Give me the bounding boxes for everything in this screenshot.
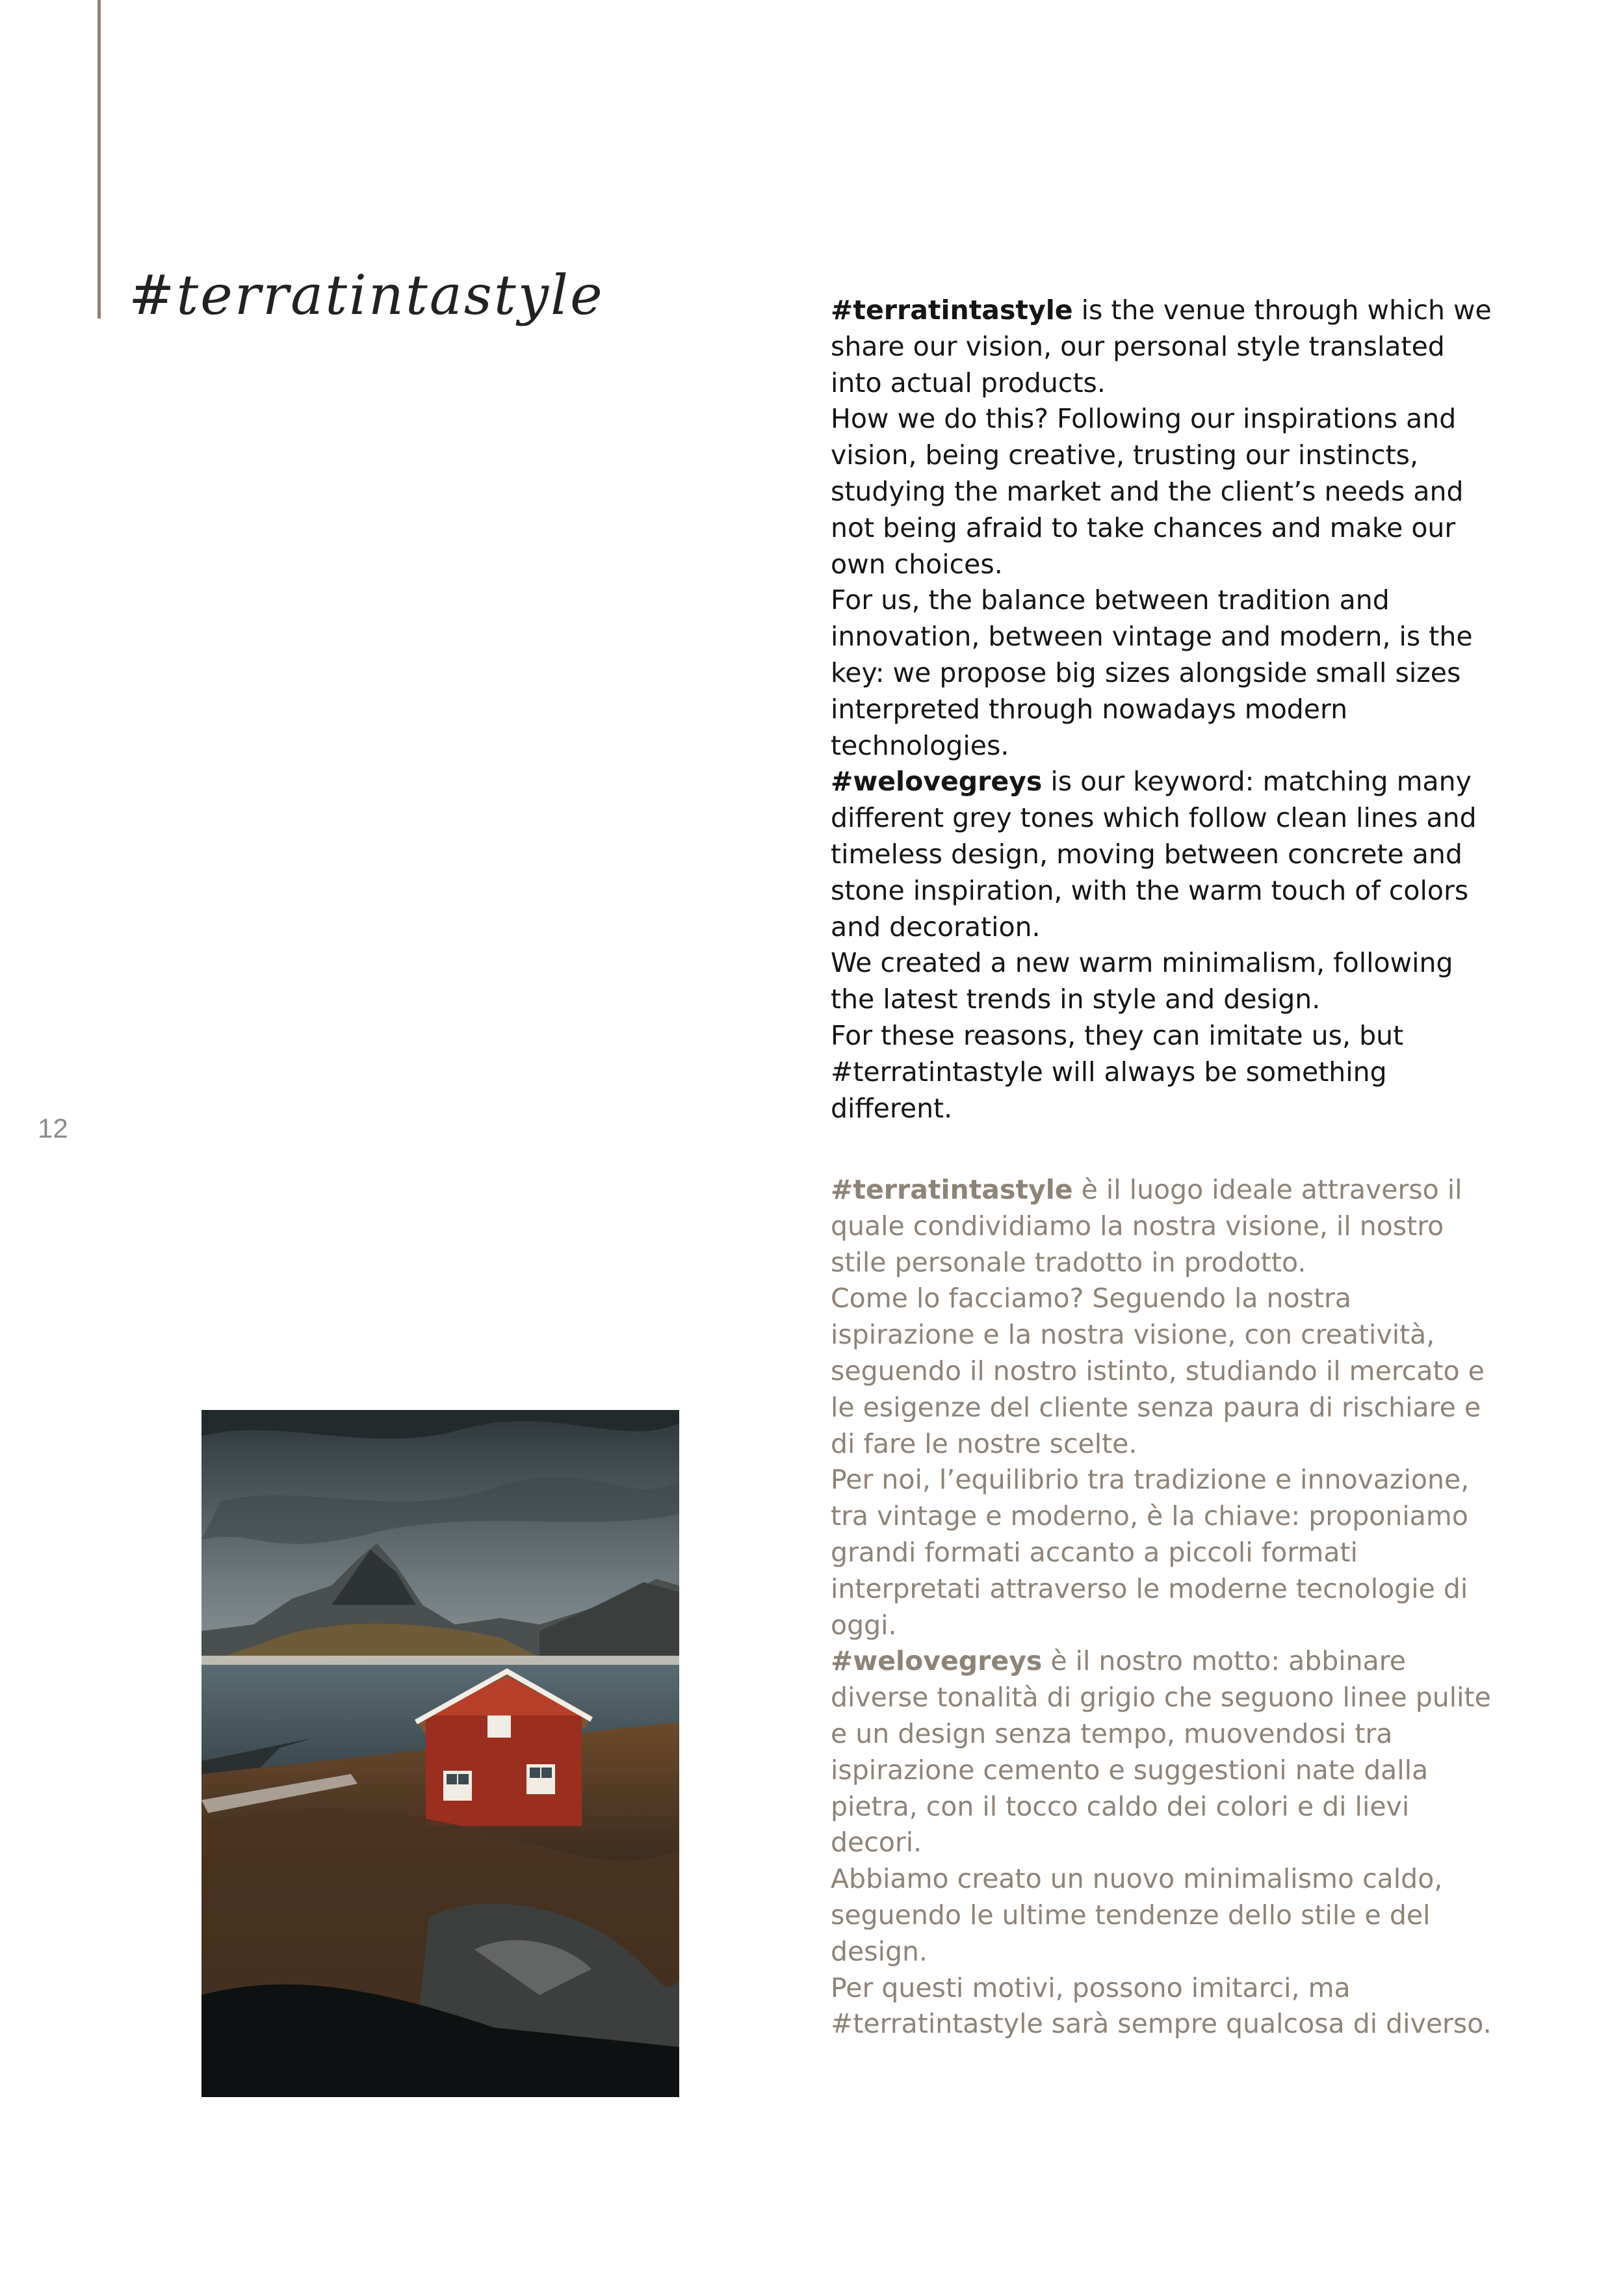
page-number: 12	[38, 1113, 68, 1143]
english-paragraph-5: We created a new warm minimalism, following the latest trends in style and design.	[831, 947, 1453, 1015]
english-paragraph-3: For us, the balance between tradition and innovation, between vintage and modern, is the key: we propose big sizes alongside small sizes interpreted through nowadays modern technologies.	[831, 584, 1473, 761]
italian-text-block	[831, 1172, 1500, 2042]
italian-paragraph-1: #terratintastyle è il luogo ideale attraverso il quale condividiamo la nostra visione, il nostro stile personale tradotto in prodotto.	[831, 1174, 1462, 1278]
hashtag-welovegreys: #welovegreys	[831, 1645, 1043, 1677]
hashtag-welovegreys: #welovegreys	[831, 766, 1043, 798]
script-title: #terratintastyle	[129, 263, 604, 327]
photo-illustration	[201, 1410, 679, 2097]
decorative-vertical-rule	[97, 0, 101, 319]
english-paragraph-6: For these reasons, they can imitate us, but #terratintastyle will always be something different.	[831, 1019, 1404, 1124]
italian-paragraph-5: Abbiamo creato un nuovo minimalismo caldo, seguendo le ultime tendenze dello stile e del design.	[831, 1863, 1443, 1967]
hashtag-terratintastyle: #terratintastyle	[831, 294, 1073, 326]
english-paragraph-1: #terratintastyle is the venue through which we share our vision, our personal style translated into actual products.	[831, 294, 1492, 398]
red-cabin-fjord-photo	[201, 1410, 679, 2097]
italian-paragraph-3: Per noi, l’equilibrio tra tradizione e innovazione, tra vintage e moderno, è la chiave: proponiamo grandi formati accanto a piccoli formati interpretati attraverso le moderne tecnologie di oggi.	[831, 1464, 1470, 1641]
hashtag-terratintastyle: #terratintastyle	[831, 1174, 1073, 1205]
english-text-block	[831, 293, 1500, 1127]
italian-paragraph-4: #welovegreys è il nostro motto: abbinare diverse tonalità di grigio che seguono linee pulite e un design senza tempo, muovendosi tra ispirazione cemento e suggestioni nate dalla pietra, con il tocco caldo dei colori e di lievi decori.	[831, 1645, 1491, 1859]
italian-paragraph-6: Per questi motivi, possono imitarci, ma #terratintastyle sarà sempre qualcosa di diverso.	[831, 1972, 1492, 2040]
english-paragraph-4: #welovegreys is our keyword: matching many different grey tones which follow clean lines and timeless design, moving between concrete and stone inspiration, with the warm touch of colors and decoration.	[831, 766, 1477, 943]
english-paragraph-2: How we do this? Following our inspirations and vision, being creative, trusting our instincts, studying the market and the client’s needs and not being afraid to take chances and make our own choices.	[831, 403, 1464, 580]
italian-paragraph-2: Come lo facciamo? Seguendo la nostra ispirazione e la nostra visione, con creatività, seguendo il nostro istinto, studiando il mercato e le esigenze del cliente senza paura di rischiare e di fare le nostre scelte.	[831, 1283, 1485, 1459]
